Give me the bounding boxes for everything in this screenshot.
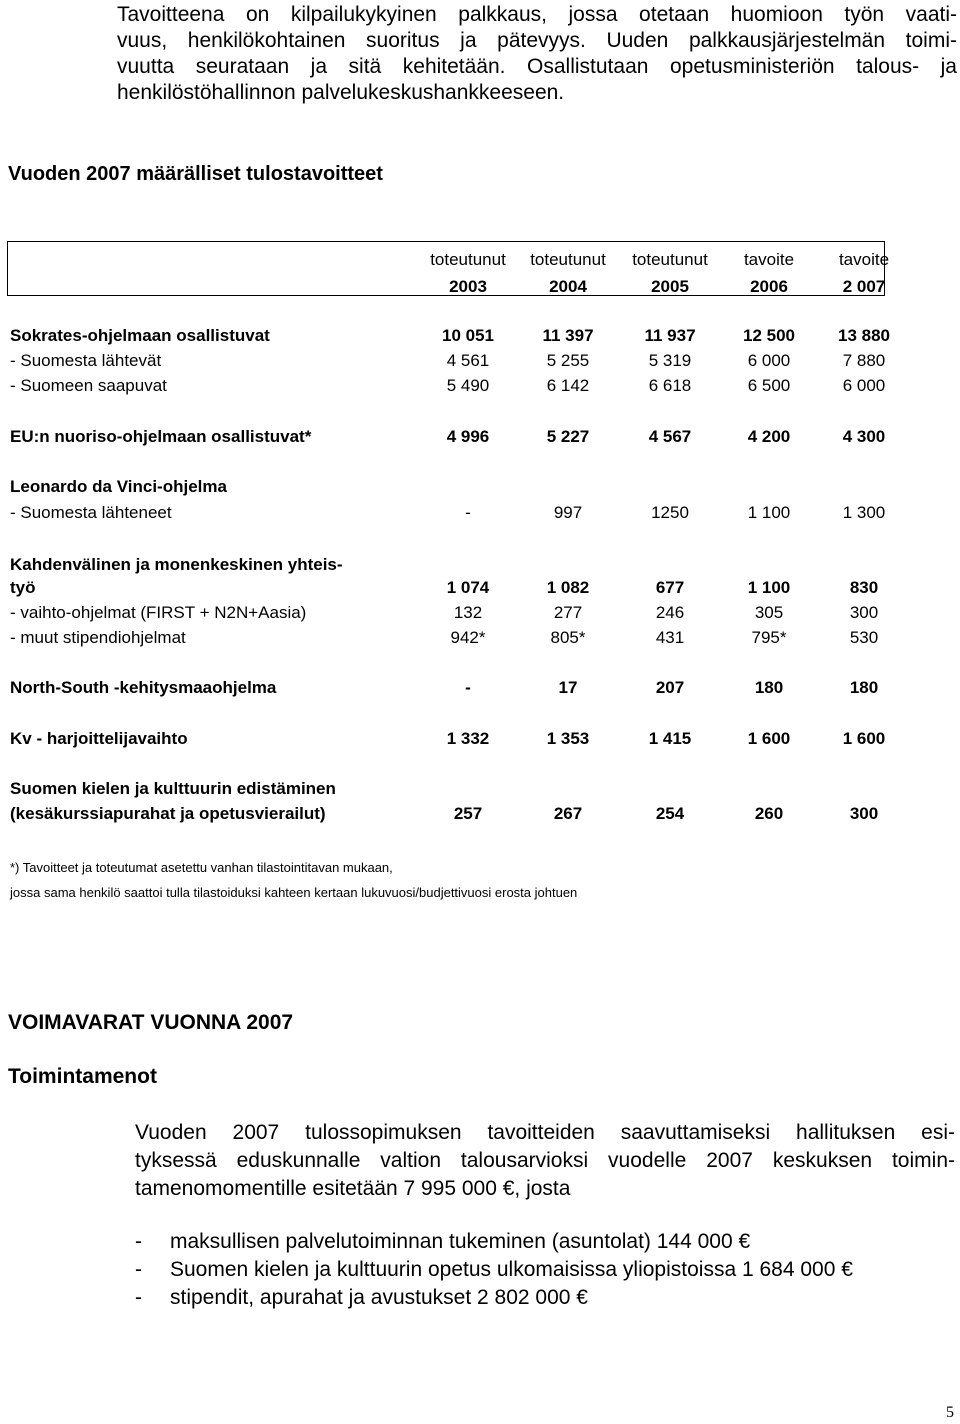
list-text: maksullisen palvelutoiminnan tukeminen (asuntolat) 144 000 € (170, 1230, 751, 1253)
column-header-label: tavoite (743, 250, 795, 269)
table-cell: - (465, 503, 471, 522)
table-row (0, 555, 960, 577)
intro-line: henkilöstöhallinnon palvelukeskushankkeeseen. (117, 81, 565, 104)
table-cell: 5 255 (546, 351, 590, 370)
table-cell: 830 (849, 578, 879, 597)
table-row (0, 376, 960, 398)
table-cell: 6 618 (648, 376, 692, 395)
budget-paragraph (135, 1119, 955, 1203)
list-item (135, 1256, 853, 1284)
table-cell: 1 100 (747, 503, 791, 522)
table-cell: 1 074 (446, 578, 490, 597)
table-cell: 11 397 (542, 326, 594, 345)
table-cell: 677 (655, 578, 685, 597)
column-header-2006 (719, 250, 819, 297)
row-label: - vaihto-ohjelmat (FIRST + N2N+Aasia) (10, 603, 307, 622)
row-label: työ (10, 578, 36, 597)
column-header-2003 (418, 250, 518, 297)
table-row (0, 678, 960, 700)
list-text: stipendit, apurahat ja avustukset 2 802 000 € (170, 1286, 588, 1309)
table-cell: 530 (849, 628, 879, 647)
table-cell: 4 300 (842, 427, 886, 446)
row-label: - Suomeen saapuvat (10, 376, 167, 395)
row-label: EU:n nuoriso-ohjelmaan osallistuvat* (10, 427, 312, 446)
table-row (0, 804, 960, 826)
table-row (0, 427, 960, 449)
table-cell: 805* (550, 628, 586, 647)
table-cell: 942* (450, 628, 486, 647)
table-cell: 5 319 (648, 351, 692, 370)
paragraph-line: tyksessä eduskunnalle valtion talousarvioksi vuodelle 2007 keskuksen toimin- (135, 1149, 955, 1172)
row-label: North-South -kehitysmaaohjelma (10, 678, 277, 697)
table-cell: - (465, 678, 471, 697)
table-cell: 180 (849, 678, 879, 697)
heading-resources: VOIMAVARAT VUONNA 2007 (8, 1011, 294, 1034)
table-row (0, 603, 960, 625)
table-cell: 4 996 (446, 427, 490, 446)
column-header-2007 (814, 250, 914, 297)
paragraph-line: Vuoden 2007 tulossopimuksen tavoitteiden saavuttamiseksi hallituksen esi- (135, 1121, 955, 1144)
column-header-year: 2006 (750, 277, 788, 296)
table-row (0, 477, 960, 499)
list-dash: - (135, 1230, 142, 1253)
table-cell: 1 353 (546, 729, 590, 748)
table-cell: 300 (849, 603, 879, 622)
table-cell: 1 600 (747, 729, 791, 748)
table-cell: 431 (655, 628, 685, 647)
table-cell: 1 100 (747, 578, 791, 597)
row-label: - muut stipendiohjelmat (10, 628, 186, 647)
table-row (0, 503, 960, 525)
row-label: - Suomesta lähteneet (10, 503, 172, 522)
table-cell: 132 (453, 603, 483, 622)
table-cell: 12 500 (743, 326, 795, 345)
table-cell: 997 (553, 503, 583, 522)
table-cell: 246 (655, 603, 685, 622)
table-cell: 257 (453, 804, 483, 823)
table-cell: 1250 (651, 503, 689, 522)
heading-operating-costs: Toimintamenot (8, 1065, 157, 1088)
paragraph-line: tamenomomentille esitetään 7 995 000 €, josta (135, 1177, 571, 1200)
row-label: Leonardo da Vinci-ohjelma (10, 477, 227, 496)
table-cell: 180 (754, 678, 784, 697)
row-label: Kv - harjoittelijavaihto (10, 729, 188, 748)
table-cell: 5 490 (446, 376, 490, 395)
table-cell: 1 415 (648, 729, 692, 748)
table-cell: 277 (553, 603, 583, 622)
list-item (135, 1228, 853, 1256)
column-header-2004 (518, 250, 618, 297)
row-label: Sokrates-ohjelmaan osallistuvat (10, 326, 270, 345)
table-cell: 1 300 (842, 503, 886, 522)
table-cell: 795* (751, 628, 787, 647)
intro-line: vuutta seurataan ja sitä kehitetään. Osallistutaan opetusministeriön talous- ja (117, 55, 957, 78)
table-cell: 300 (849, 804, 879, 823)
column-header-year: 2005 (651, 277, 689, 296)
column-header-2005 (620, 250, 720, 297)
intro-paragraph (117, 2, 957, 106)
table-cell: 17 (558, 678, 578, 697)
table-cell: 4 561 (446, 351, 490, 370)
budget-list (135, 1228, 853, 1312)
table-cell: 207 (655, 678, 685, 697)
table-cell: 254 (655, 804, 685, 823)
list-dash: - (135, 1258, 142, 1281)
table-cell: 1 600 (842, 729, 886, 748)
table-cell: 6 000 (842, 376, 886, 395)
column-header-label: toteutunut (430, 250, 506, 269)
table-cell: 7 880 (842, 351, 886, 370)
footnote: jossa sama henkilö saattoi tulla tilastoiduksi kahteen kertaan lukuvuosi/budjettivuosi erosta johtuen (10, 885, 578, 900)
table-cell: 260 (754, 804, 784, 823)
footnote: *) Tavoitteet ja toteutumat asetettu vanhan tilastointitavan mukaan, (10, 860, 393, 875)
table-cell: 4 200 (747, 427, 791, 446)
row-label: Suomen kielen ja kulttuurin edistäminen (10, 779, 336, 798)
table-cell: 6 000 (747, 351, 791, 370)
table-cell: 305 (754, 603, 784, 622)
column-header-label: toteutunut (530, 250, 606, 269)
list-item (135, 1284, 853, 1312)
column-header-label: tavoite (838, 250, 890, 269)
table-row (0, 326, 960, 348)
table-cell: 4 567 (648, 427, 692, 446)
table-row (0, 351, 960, 373)
table-cell: 1 332 (446, 729, 490, 748)
table-row (0, 729, 960, 751)
page-number: 5 (946, 1404, 954, 1421)
table-cell: 10 051 (442, 326, 494, 345)
table-cell: 6 142 (546, 376, 590, 395)
section-title: Vuoden 2007 määrälliset tulostavoitteet (8, 163, 383, 185)
table-row (0, 779, 960, 801)
table-cell: 1 082 (546, 578, 590, 597)
table-cell: 11 937 (644, 326, 696, 345)
column-header-year: 2003 (449, 277, 487, 296)
column-header-year: 2 007 (842, 277, 886, 296)
table-row (0, 628, 960, 650)
row-label: Kahdenvälinen ja monenkeskinen yhteis- (10, 555, 343, 574)
intro-line: vuus, henkilökohtainen suoritus ja pätevyys. Uuden palkkausjärjestelmän toimi- (117, 29, 957, 52)
row-label: (kesäkurssiapurahat ja opetusvierailut) (10, 804, 326, 823)
table-cell: 267 (553, 804, 583, 823)
table-cell: 6 500 (747, 376, 791, 395)
table-cell: 13 880 (838, 326, 890, 345)
list-text: Suomen kielen ja kulttuurin opetus ulkomaisissa yliopistoissa 1 684 000 € (170, 1258, 853, 1281)
table-row (0, 578, 960, 600)
row-label: - Suomesta lähtevät (10, 351, 162, 370)
column-header-year: 2004 (549, 277, 587, 296)
list-dash: - (135, 1286, 142, 1309)
column-header-label: toteutunut (632, 250, 708, 269)
table-cell: 5 227 (546, 427, 590, 446)
intro-line: Tavoitteena on kilpailukykyinen palkkaus, jossa otetaan huomioon työn vaati- (117, 3, 957, 26)
